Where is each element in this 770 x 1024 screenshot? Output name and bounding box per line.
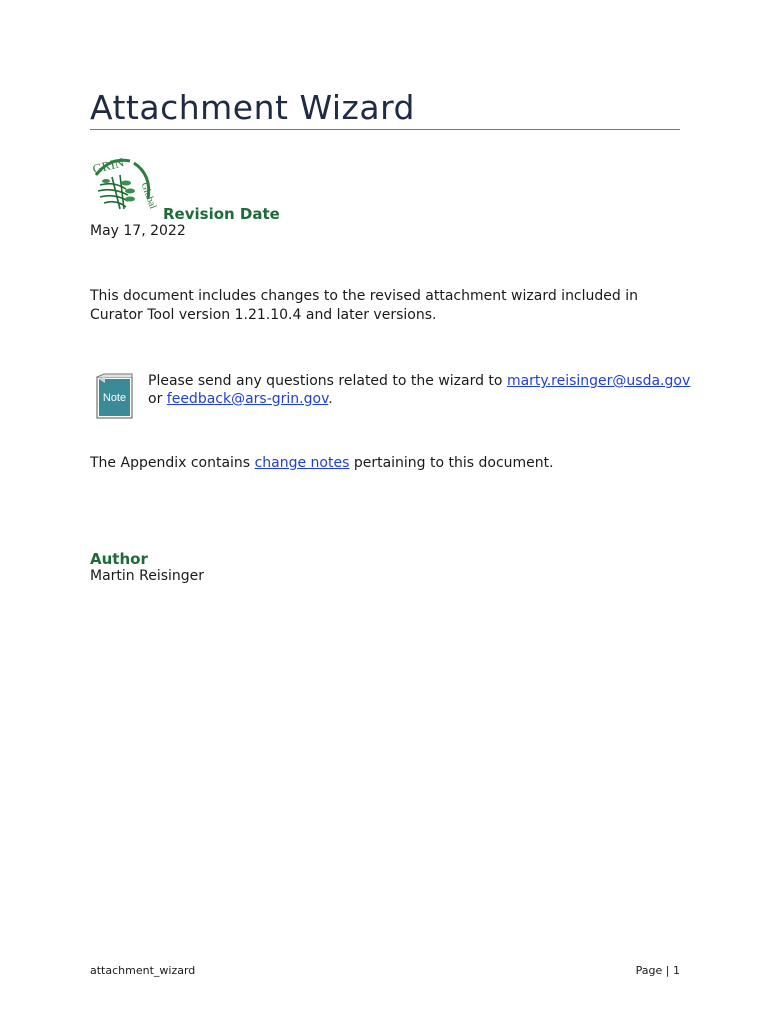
svg-text:GRIN: GRIN — [91, 154, 126, 177]
email-link-secondary[interactable]: feedback@ars-grin.gov — [166, 390, 329, 407]
grin-global-logo-icon — [90, 154, 159, 217]
grin-global-logo — [90, 154, 159, 217]
revision-date: May 17, 2022 — [90, 223, 186, 239]
title-divider — [90, 129, 680, 130]
note-icon-label: Note — [102, 392, 127, 404]
revision-date-heading: Revision Date — [163, 205, 280, 223]
svg-text:Global: Global — [138, 181, 159, 211]
appendix-paragraph: The Appendix contains change notes pertaining to this document. — [90, 455, 554, 471]
author-name: Martin Reisinger — [90, 568, 205, 584]
email-link-primary[interactable]: marty.reisinger@usda.gov — [506, 373, 691, 389]
author-heading: Author — [90, 550, 148, 568]
page-title: Attachment Wizard — [90, 88, 415, 127]
footer-page-number: Page | 1 — [635, 964, 680, 977]
note-icon — [96, 373, 134, 419]
change-notes-link[interactable]: change notes — [254, 455, 350, 471]
intro-paragraph: This document includes changes to the revised attachment wizard included in Curator Tool version 1.21.10.4 and later versions. — [90, 288, 638, 323]
footer-filename: attachment_wizard — [90, 964, 196, 977]
note-text: Please send any questions related to the wizard to marty.reisinger@usda.gov or feedback@ars-grin.gov. — [148, 373, 691, 407]
